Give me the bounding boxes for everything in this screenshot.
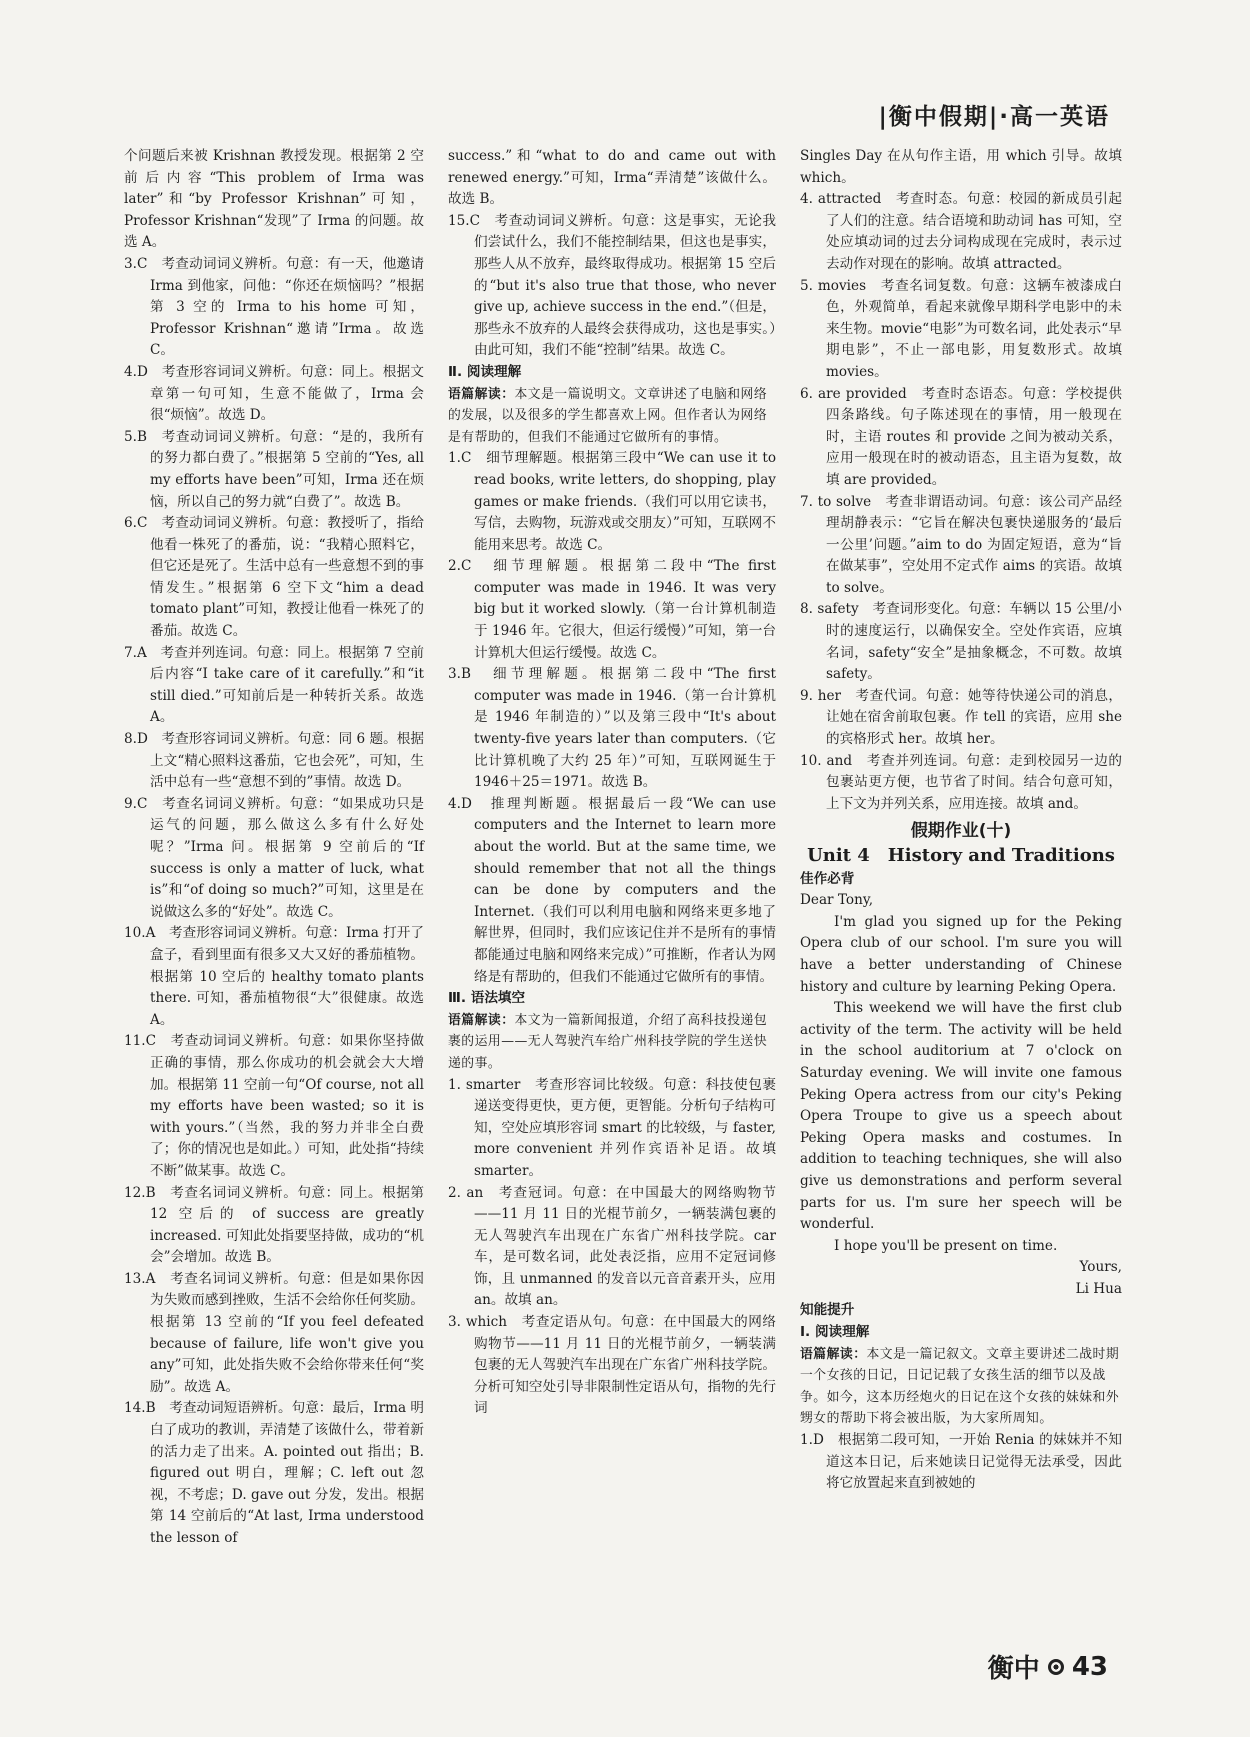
answer-item: 5. movies 考查名词复数。句意：这辆车被漆成白色，外观简单，看起来就像早期科学电影中的未来生物。movie“电影”为可数名词，此处表示“早期电影”，不止一部电影，用复数形式。故填 movies。 <box>800 277 1122 380</box>
letter-signature: Li Hua <box>1075 1280 1122 1297</box>
column-2 <box>448 146 776 1420</box>
unit-title: Unit 4 History and Traditions <box>807 845 1115 866</box>
footer-brand: 衡中 <box>987 1654 1040 1684</box>
answer-item: 1.D 根据第二段可知，一开始 Renia 的妹妹并不知道这本日记，后来她读日记觉得无法承受，因此将它放置起来直到被她的 <box>800 1432 1122 1492</box>
logo-icon <box>1048 1659 1064 1675</box>
passage-guide <box>448 1010 776 1075</box>
answer-item: success.”和“what to do and came out with renewed energy.”可知，Irma“弄清楚”该做什么。故选 B。 <box>448 148 776 208</box>
answer-item: 4.D 考查形容词词义辨析。句意：同上。根据文章第一句可知，生意不能做了，Irma 会很“烦恼”。故选 D。 <box>124 363 424 424</box>
answer-item: 9.C 考查名词词义辨析。句意：“如果成功只是运气的问题，那么做这么多有什么好处呢？”Irma 问。根据第 9 空前后的“If success is only a matter of luck, what is”和“of doing so much?”可知，这里是在说做这么多的“好处”。故选 C。 <box>124 795 424 920</box>
answer-item: 3. which 考查定语从句。句意：在中国最大的网络购物节——11 月 11 日的光棍节前夕，一辆装满包裹的无人驾驶汽车出现在广东省广州科技学院。分析可知空处引导非限制性定语从句，指物的先行词 <box>448 1314 776 1417</box>
section-heading: Ⅱ. 阅读理解 <box>448 363 522 380</box>
answer-item: 7.A 考查并列连词。句意：同上。根据第 7 空前后内容“I take care of it carefully.”和“it still died.”可知前后是一种转折关系。故选 A。 <box>124 644 424 726</box>
answer-item: 8.D 考查形容词词义辨析。句意：同 6 题。根据上文“精心照料这番茄，它也会死”，可知，生活中总有一些“意想不到的”事情。故选 D。 <box>124 731 424 791</box>
letter-closing: Yours, <box>1079 1259 1122 1276</box>
answer-item: 1. smarter 考查形容词比较级。句意：科技使包裹递送变得更快，更方便，更智能。分析句子结构可知，空处应填形容词 smart 的比较级，与 faster, more convenient 并列作宾语补足语。故填 smarter。 <box>448 1076 776 1179</box>
guide-label: 语篇解读： <box>800 1346 867 1362</box>
column-1 <box>124 146 424 1550</box>
answer-item: 13.A 考查名词词义辨析。句意：但是如果你因为失败而感到挫败，生活不会给你任何奖励。根据第 13 空前的“If you feel defeated because of failure, life won't give you any”可知，此处指失败不会给你带来任何“奖励”。故选 A。 <box>124 1270 424 1395</box>
answer-item: Singles Day 在从句作主语，用 which 引导。故填 which。 <box>800 148 1122 186</box>
answer-item: 11.C 考查动词词义辨析。句意：如果你坚持做正确的事情，那么你成功的机会就会大大增加。根据第 11 空前一句“Of course, not all my efforts have been wasted; so it is with yours.”（当然，我的努力并非全白费了；你的情况也是如此。）可知，此处指“持续不断”做某事。故选 C。 <box>124 1033 424 1179</box>
answer-item: 3.B 细节理解题。根据第二段中“The first computer was made in 1946.（第一台计算机是 1946 年制造的）”以及第三段中“It's about twenty-five years later than computers.（它比计算机晚了大约 25 年）”可知，互联网诞生于 1946＋25＝1971。故选 B。 <box>448 666 776 791</box>
letter-paragraph: I'm glad you signed up for the Peking Opera club of our school. I'm sure you will have a better understanding of Chinese history and culture by learning Peking Opera. <box>800 913 1122 995</box>
answer-item: 3.C 考查动词词义辨析。句意：有一天，他邀请 Irma 到他家，问他：“你还在烦恼吗？”根据第 3 空的 Irma to his home 可知，Professor Krishnan“邀请”Irma。故选 C。 <box>124 255 424 359</box>
answer-item: 8. safety 考查词形变化。句意：车辆以 15 公里/小时的速度运行，以确保安全。空处作宾语，应填名词，safety“安全”是抽象概念，不可数。故填 safety。 <box>800 601 1122 683</box>
section-heading: Ⅲ. 语法填空 <box>448 990 526 1007</box>
guide-text: 本文为一篇新闻报道，介绍了高科技投递包裹的运用——无人驾驶汽车给广州科技学院的学生送快递的事。 <box>448 1012 768 1071</box>
guide-text: 本文是一篇说明文。文章讲述了电脑和网络的发展，以及很多的学生都喜欢上网。但作者认为网络是有帮助的，但我们不能通过它做所有的事情。 <box>448 386 768 445</box>
answer-item: 12.B 考查名词词义辨析。句意：同上。根据第 12 空后的 of success are greatly increased. 可知此处指要坚持做，成功的“机会”会增加。故选 B。 <box>124 1184 424 1266</box>
guide-label: 语篇解读： <box>448 1012 515 1028</box>
answer-item: 10. and 考查并列连词。句意：走到校园另一边的包裹站更方便，也节省了时间。结合句意可知，上下文为并列关系，应用连接。故填 and。 <box>800 752 1122 812</box>
passage-guide <box>448 384 776 449</box>
section-heading: 知能提升 <box>800 1302 855 1319</box>
page-footer <box>988 1648 1108 1685</box>
column-3 <box>800 146 1122 1495</box>
answer-item: 15.C 考查动词词义辨析。句意：这是事实，无论我们尝试什么，我们不能控制结果，但这也是事实，那些人从不放弃，最终取得成功。根据第 15 空后的“but it's also true that those, who never give up, achieve success in the end.”（但是，那些永不放弃的人最终会获得成功，这也是事实。）由此可知，我们不能“控制”结果。故选 C。 <box>448 212 776 359</box>
letter-paragraph: I hope you'll be present on time. <box>834 1237 1058 1254</box>
answer-item: 1.C 细节理解题。根据第三段中“We can use it to read books, write letters, do shopping, play games or make friends.（我们可以用它读书，写信，去购物，玩游戏或交朋友）”可知，互联网不能用来思考。故选 C。 <box>448 450 776 553</box>
section-heading: Ⅰ. 阅读理解 <box>800 1324 870 1341</box>
letter-greeting: Dear Tony, <box>800 892 874 909</box>
answer-item: 4.D 推理判断题。根据最后一段“We can use computers and the Internet to learn more about the world. But at the same time, we should remember that not all the things can be done by computers and the Internet.（我们可以利用电脑和网络来更多地了解世界，但同时，我们应该记住并不是所有的事情都能通过电脑和网络来完成）”可推断，作者认为网络是有帮助的，但我们不能通过它做所有的事情。 <box>448 795 776 985</box>
answer-item: 个问题后来被 Krishnan 教授发现。根据第 2 空前后内容“This problem of Irma was later”和“by Professor Krishnan”可知，Professor Krishnan“发现”了 Irma 的问题。故选 A。 <box>124 148 424 251</box>
guide-text: 本文是一篇记叙文。文章主要讲述二战时期一个女孩的日记，日记记载了女孩生活的细节以及战争。如今，这本历经炮火的日记在这个女孩的妹妹和外甥女的帮助下将会被出版，为大家所周知。 <box>800 1346 1120 1427</box>
answer-item: 6. are provided 考查时态语态。句意：学校提供四条路线。句子陈述现在的事情，用一般现在时，主语 routes 和 provide 之间为被动关系，应用一般现在时的被动语态，且主语为复数，故填 are provided。 <box>800 385 1122 488</box>
page-number: 43 <box>1071 1651 1108 1682</box>
answer-item: 2.C 细节理解题。根据第二段中“The first computer was made in 1946. It was very big but it worked slowly.（第一台计算机制造于 1946 年。它很大，但运行缓慢）”可知，第一台计算机大但运行缓慢。故选 C。 <box>448 558 776 661</box>
answer-item: 10.A 考查形容词词义辨析。句意：Irma 打开了盒子，看到里面有很多又大又好的番茄植物。根据第 10 空后的 healthy tomato plants there. 可知，番茄植物很“大”很健康。故选 A。 <box>124 925 424 1028</box>
guide-label: 语篇解读： <box>448 386 515 402</box>
answer-item: 4. attracted 考查时态。句意：校园的新成员引起了人们的注意。结合语境和助动词 has 可知，空处应填动词的过去分词构成现在完成时，表示过去动作对现在的影响。故填 attracted。 <box>800 191 1122 272</box>
letter-paragraph: This weekend we will have the first club activity of the term. The activity will be held in the school auditorium at 7 o'clock on Saturday evening. We will invite one famous Peking Opera actress from our city's Peking Opera Troupe to give us a speech about Peking Opera masks and costumes. In addition to teaching techniques, she will also give us demonstrations and perform several parts for us. I'm sure her speech will be wonderful. <box>800 1000 1122 1233</box>
model-essay <box>800 890 1122 1300</box>
page-header: |衡中假期|·高一英语 <box>878 104 1110 130</box>
answer-item: 5.B 考查动词词义辨析。句意：“是的，我所有的努力都白费了。”根据第 5 空前的“Yes, all my efforts have been”可知，Irma 还在烦恼，所以自己的努力就“白费了”。故选 B。 <box>124 428 424 510</box>
section-heading: 佳作必背 <box>800 870 855 887</box>
homework-title: 假期作业(十) <box>910 821 1012 842</box>
answer-item: 7. to solve 考查非谓语动词。句意：该公司产品经理胡静表示：“它旨在解决包裹快递服务的‘最后一公里’问题。”aim to do 为固定短语，意为“旨在做某事”，空处用不定式作 aims 的宾语。故填 to solve。 <box>800 493 1122 596</box>
answer-item: 9. her 考查代词。句意：她等待快递公司的消息，让她在宿舍前取包裹。作 tell 的宾语，应用 she 的宾格形式 her。故填 her。 <box>800 687 1122 748</box>
answer-item: 14.B 考查动词短语辨析。句意：最后，Irma 明白了成功的教训，弄清楚了该做什么，带着新的活力走了出来。A. pointed out 指出；B. figured out 明白，理解；C. left out 忽视，不考虑；D. gave out 分发，发出。根据第 14 空前后的“At last, Irma understood the lesson of <box>124 1400 424 1546</box>
answer-item: 6.C 考查动词词义辨析。句意：教授听了，指给他看一株死了的番茄，说：“我精心照料它，但它还是死了。生活中总有一些意想不到的事情发生。”根据第 6 空下文“him a dead tomato plant”可知，教授让他看一株死了的番茄。故选 C。 <box>124 515 424 640</box>
passage-guide <box>800 1344 1122 1430</box>
answer-item: 2. an 考查冠词。句意：在中国最大的网络购物节——11 月 11 日的光棍节前夕，一辆装满包裹的无人驾驶汽车出现在广东省广州科技学院。car 车，是可数名词，此处表泛指，应用不定冠词修饰，且 unmanned 的发音以元音音素开头，应用 an。故填 an。 <box>448 1184 776 1309</box>
